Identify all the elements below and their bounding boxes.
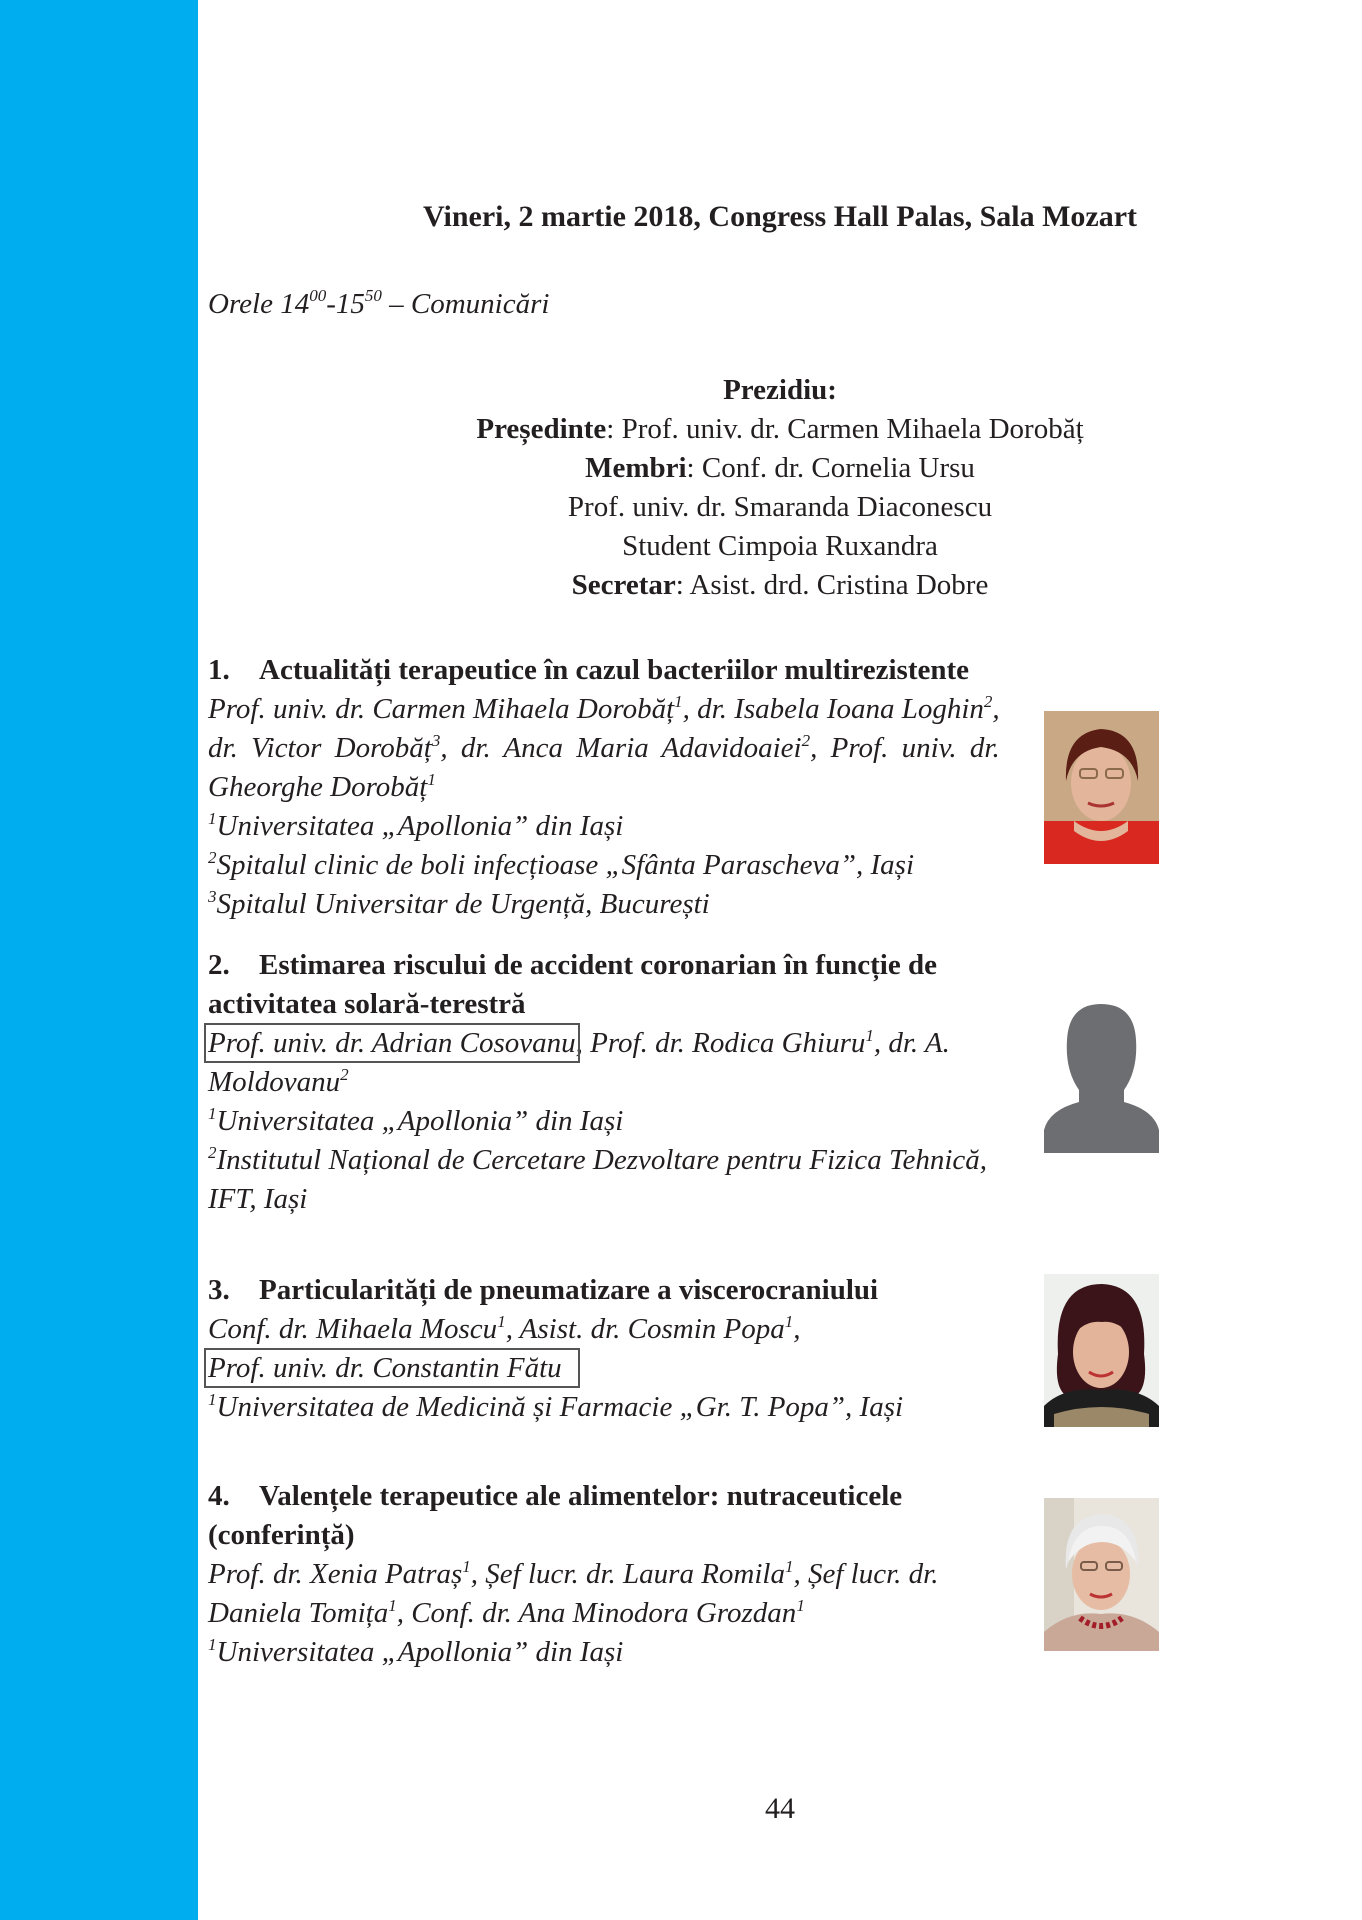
item-3-title: 3. Particularități de pneumatizare a viscerocraniului [208,1274,879,1306]
item-1-affiliation-1: $^1$Universitatea „Apollonia” din Iași [208,809,624,842]
speaker-2-placeholder-avatar-icon [1044,1000,1159,1153]
author-link-adrian-cosovanu[interactable]: Prof. univ. dr. Adrian Cosovanu [208,1027,576,1059]
item-1-title: 1. Actualități terapeutice în cazul bacteriilor multirezistente [208,654,970,686]
prezidiu-secretar: Secretar: Asist. drd. Cristina Dobre [571,569,989,601]
item-2-title-line-2: activitatea solară-terestră [208,988,526,1020]
prezidiu-presedinte: Președinte: Prof. univ. dr. Carmen Mihaela Dorobăț [476,413,1084,445]
speaker-1-photo [1044,711,1159,864]
item-3-authors-line-2 [208,1352,576,1385]
speaker-4-photo [1044,1498,1159,1651]
item-4-authors-line-2: Daniela Tomița$^1$, Conf. dr. Ana Minodora Grozdan$^1$ [208,1596,805,1629]
author-link-constantin-fatu[interactable]: Prof. univ. dr. Constantin Fătu [208,1352,576,1384]
item-1-affiliation-2: $^2$Spitalul clinic de boli infecțioase „Sfânta Parascheva”, Iași [208,848,915,881]
item-4-title-line-1: 4. Valențele terapeutice ale alimentelor: nutraceuticele [208,1480,903,1512]
side-color-bar [0,0,198,1920]
item-4-authors-line-1: Prof. dr. Xenia Patraș$^1$, Șef lucr. dr. Laura Romila$^1$, Șef lucr. dr. [208,1557,939,1590]
page-number: 44 [765,1792,795,1825]
item-4-affiliation-1: $^1$Universitatea „Apollonia” din Iași [208,1635,624,1668]
item-1-authors-line-3: Gheorghe Dorobăț$^1$ [208,770,436,803]
prezidiu-membri: Membri: Conf. dr. Cornelia Ursu [585,452,975,484]
item-3-affiliation-1: $^1$Universitatea de Medicină și Farmacie „Gr. T. Popa”, Iași [208,1390,904,1423]
item-1-authors-line-1: Prof. univ. dr. Carmen Mihaela Dorobăț$^1$, dr. Isabela Ioana Loghin$^2$, [208,692,1000,725]
item-2-affiliation-1: $^1$Universitatea „Apollonia” din Iași [208,1104,624,1137]
item-2-authors-line-1: Prof. univ. dr. Adrian Cosovanu, Prof. dr. Rodica Ghiuru$^1$, dr. A. [208,1026,950,1059]
item-2-title-line-1: 2. Estimarea riscului de accident coronarian în funcție de [208,949,937,981]
item-4-title-line-2: (conferință) [208,1519,355,1551]
item-3-authors-line-1: Conf. dr. Mihaela Moscu$^1$, Asist. dr. Cosmin Popa$^1$, [208,1312,801,1345]
prezidiu-member-3: Student Cimpoia Ruxandra [622,530,938,562]
item-1-affiliation-3: $^3$Spitalul Universitar de Urgență, București [208,887,710,920]
prezidiu-title: Prezidiu: [723,374,837,406]
prezidiu-member-2: Prof. univ. dr. Smaranda Diaconescu [567,491,993,523]
speaker-3-photo [1044,1274,1159,1427]
page-heading: Vineri, 2 martie 2018, Congress Hall Palas, Sala Mozart [422,200,1138,233]
item-1-authors-line-2: dr. Victor Dorobăț$^3$, dr. Anca Maria Adavidoaiei$^2$, Prof. univ. dr. [208,731,1000,764]
item-2-authors-line-2: Moldovanu$^2$ [208,1065,349,1098]
item-2-affiliation-2-cont: IFT, Iași [208,1183,308,1215]
session-time: Orele $14^{00}-15^{50}$ – Comunicări [208,286,550,320]
item-2-affiliation-2: $^2$Institutul Național de Cercetare Dezvoltare pentru Fizica Tehnică, [208,1143,988,1176]
